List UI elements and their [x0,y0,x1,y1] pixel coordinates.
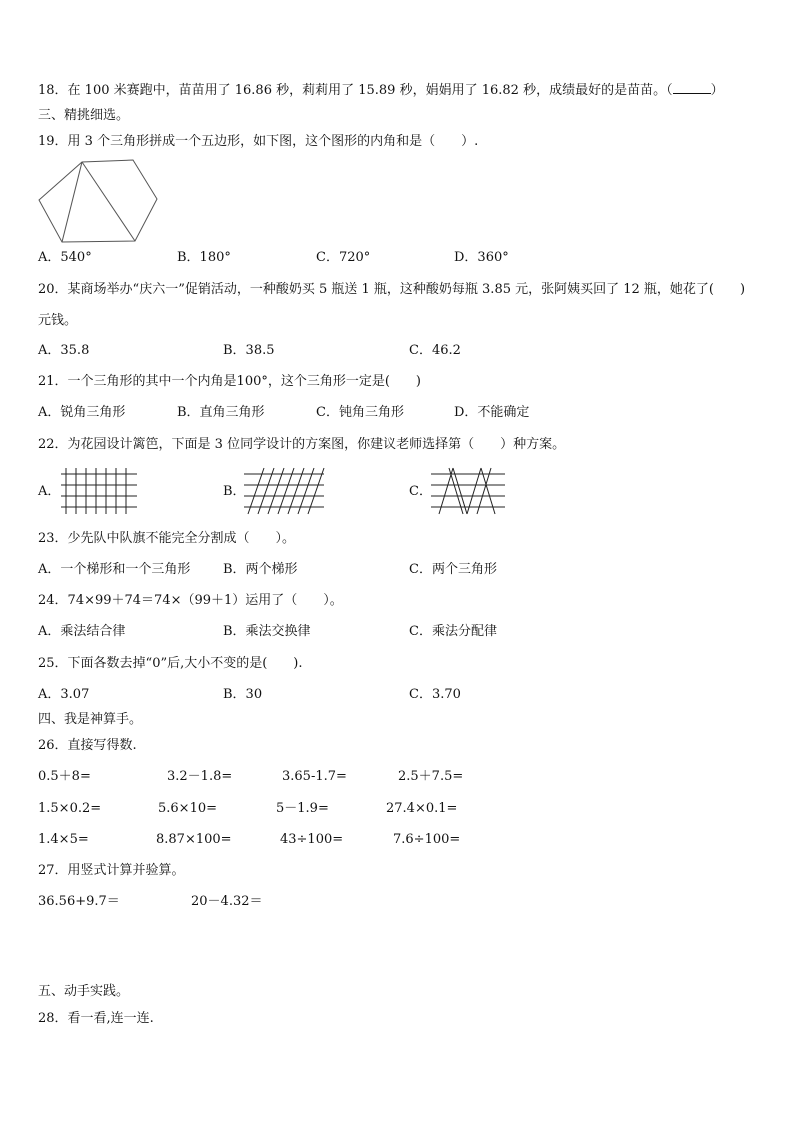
q20-option-c[interactable]: C．46.2 [409,343,461,358]
pentagon-figure [36,158,160,244]
q26-expression: 5－1.9= [276,801,329,816]
q26-expression: 0.5＋8= [38,769,91,784]
fence-parallelogram-figure [244,468,324,514]
q26-expression: 43÷100= [280,832,344,847]
q24-option-a[interactable]: A．乘法结合律 [38,624,126,639]
q20-option-a[interactable]: A．35.8 [38,343,90,358]
q27-item: 36.56+9.7＝ [38,894,120,909]
question-25-text: 25．下面各数去掉“0”后,大小不变的是( ). [38,656,303,671]
q21-option-a[interactable]: A．锐角三角形 [38,405,126,420]
question-18 [38,81,724,100]
q19-option-a[interactable]: A．540° [38,250,92,265]
q26-expression: 1.4×5= [38,832,89,847]
q22-option-c[interactable]: C． [409,484,432,499]
question-21-text: 21．一个三角形的其中一个内角是100°，这个三角形一定是( ) [38,374,421,389]
question-20-line2: 元钱。 [38,313,78,328]
q26-expression: 2.5＋7.5= [398,769,464,784]
question-27-text: 27．用竖式计算并验算。 [38,863,185,878]
q26-expression: 3.2－1.8= [167,769,233,784]
question-20-line1: 20．某商场举办“庆六一”促销活动，一种酸奶买 5 瓶送 1 瓶，这种酸奶每瓶 3.85 元，张阿姨买回了 12 瓶，她花了( ) [38,282,746,297]
question-28-text: 28．看一看,连一连. [38,1011,154,1026]
fence-triangle-figure [431,468,505,514]
q24-option-c[interactable]: C．乘法分配律 [409,624,497,639]
q26-expression: 3.65-1.7= [282,769,347,784]
q26-expression: 1.5×0.2= [38,801,102,816]
question-19-text: 19．用 3 个三角形拼成一个五边形，如下图，这个图形的内角和是（ ）. [38,134,479,149]
q21-option-d[interactable]: D．不能确定 [454,405,530,420]
q27-item: 20－4.32＝ [191,894,263,909]
section-4-heading: 四、我是神算手。 [38,712,143,727]
question-18-text: 18．在 100 米赛跑中，苗苗用了 16.86 秒，莉莉用了 15.89 秒，娟娟用了 16.82 秒，成绩最好的是苗苗。（ [38,83,673,98]
section-5-heading: 五、动手实践。 [38,984,130,999]
fence-grid-figure [61,468,137,514]
q21-option-c[interactable]: C．钝角三角形 [316,405,404,420]
q26-expression: 8.87×100= [156,832,232,847]
q19-option-c[interactable]: C．720° [316,250,371,265]
question-24-text: 24．74×99＋74＝74×（99＋1）运用了（ ）。 [38,593,343,608]
q26-expression: 7.6÷100= [393,832,461,847]
q25-option-a[interactable]: A．3.07 [38,687,90,702]
q23-option-a[interactable]: A．一个梯形和一个三角形 [38,562,191,577]
question-22-text: 22．为花园设计篱笆，下面是 3 位同学设计的方案图，你建议老师选择第（ ）种方案。 [38,437,566,452]
q19-option-b[interactable]: B．180° [177,250,231,265]
question-26-text: 26．直接写得数. [38,738,137,753]
question-23-text: 23．少先队中队旗不能完全分割成（ ）。 [38,531,296,546]
q26-expression: 5.6×10= [158,801,218,816]
q25-option-b[interactable]: B．30 [223,687,263,702]
q21-option-b[interactable]: B．直角三角形 [177,405,265,420]
question-18-close: ） [710,83,724,98]
q19-option-d[interactable]: D．360° [454,250,509,265]
q24-option-b[interactable]: B．乘法交换律 [223,624,311,639]
q25-option-c[interactable]: C．3.70 [409,687,461,702]
section-3-heading: 三、精挑细选。 [38,108,130,123]
q23-option-b[interactable]: B．两个梯形 [223,562,298,577]
q22-option-a[interactable]: A． [38,484,61,499]
q26-expression: 27.4×0.1= [386,801,458,816]
q22-option-b[interactable]: B． [223,484,246,499]
q23-option-c[interactable]: C．两个三角形 [409,562,497,577]
answer-blank[interactable] [673,81,711,94]
q20-option-b[interactable]: B．38.5 [223,343,275,358]
